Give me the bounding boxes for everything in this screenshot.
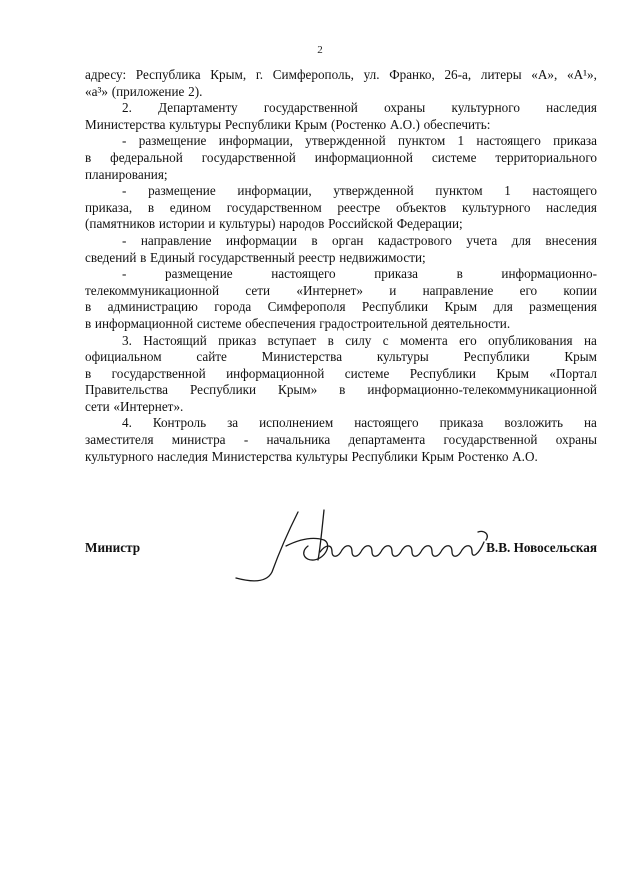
handwritten-signature [228,500,498,590]
word: приказа, [85,199,133,215]
word: культурного [461,199,531,215]
paragraph [85,266,597,332]
signatory-name: В.В. Новосельская [486,540,597,555]
word: народов [279,216,325,232]
word: «а³» [85,83,108,99]
word: направление [140,232,212,248]
word: Франко, [389,67,435,82]
word: государственной [443,432,538,448]
word: Республики [351,448,418,464]
word: вступает [267,332,317,348]
word: Крым [421,448,454,464]
word: 2). [188,83,203,99]
word: Правительства [85,382,168,398]
word: администрацию [107,299,198,315]
paragraph [85,67,597,100]
word: наследия [546,199,597,215]
word: заместителя [85,432,154,448]
word: утвержденной [333,183,414,199]
word: - [122,183,127,199]
word: информации, [237,183,312,199]
word: культуры) [219,216,276,232]
word: в [85,299,92,315]
word: Министерства [85,116,166,132]
word: реестре [337,199,381,215]
word: сети [85,398,110,414]
word: культуры [376,349,429,365]
word: (Ростенко [330,116,387,132]
word: в [456,266,463,282]
word: истории [158,216,205,232]
word: настоящего [476,133,541,149]
word: - [122,266,127,282]
word: 3. [122,332,132,348]
word: сведений [85,249,137,265]
word: г. [255,67,264,82]
word: в [85,149,92,165]
word: в [85,365,92,381]
word: направление [422,282,494,298]
word: деятельности. [431,315,511,331]
word: Крым [496,365,529,381]
word: информационной [226,365,325,381]
word: реестр [298,249,336,265]
word: системе [196,315,242,331]
word: настоящего [532,183,597,199]
document-body [85,67,597,465]
word: государственной [111,365,206,381]
word: Крым» [278,382,318,398]
word: в [147,199,155,215]
word: - [243,432,249,448]
text-line [85,333,597,350]
word: информационно-телекоммуникационной [367,382,597,398]
paragraph [85,183,597,233]
text-line [85,183,597,200]
text-line [85,449,597,466]
text-line [85,67,597,84]
word: культурного [451,100,520,116]
word: для [493,299,513,315]
word: Российской [328,216,394,232]
word: департамента [348,432,426,448]
word: Симферополя [267,299,346,315]
word: обеспечить: [423,116,491,132]
word: города [214,299,252,315]
word: Республики [409,365,476,381]
word: территориального [495,149,597,165]
word: Контроль [152,415,207,431]
word: приказа [553,133,597,149]
word: наследия [546,100,597,116]
word: Симферополь, [272,67,354,82]
word: Министерства [211,448,293,464]
word: литеры [480,67,522,82]
text-line [85,233,597,250]
word: возложить [504,415,564,431]
word: обеспечения [245,315,316,331]
word: Республики [361,299,429,315]
text-line [85,200,597,217]
paragraph [85,333,597,416]
word: опубликования [488,332,573,348]
word: охраны [555,432,597,448]
text-line [85,117,597,134]
text-line [85,415,597,432]
word: планирования; [85,166,168,182]
word: государственный [198,249,295,265]
word: размещение [138,133,207,149]
word: Крым [444,299,478,315]
word: сети [245,282,271,298]
word: за [227,415,239,431]
word: А.О.) [389,116,420,132]
word: настоящего [271,266,336,282]
word: «Интернет» [296,282,363,298]
text-line [85,283,597,300]
word: в [339,382,346,398]
word: внесения [545,232,597,248]
word: приказа [374,266,419,282]
word: официальном [85,349,162,365]
text-line [85,432,597,449]
word: государственной [263,100,358,116]
word: системе [344,365,390,381]
word: информации [225,232,297,248]
word: культуры [169,116,222,132]
word: «А¹», [566,67,597,82]
word: министра [171,432,226,448]
word: 26-а, [444,67,472,82]
word: исполнением [259,415,334,431]
word: для [511,232,531,248]
word: его [519,282,538,298]
word: учета [466,232,498,248]
word: в [327,332,334,348]
word: Федерации; [396,216,463,232]
text-line [85,366,597,383]
word: недвижимости; [339,249,426,265]
word: А.О. [512,448,538,464]
text-line [85,299,597,316]
word: культурного [85,448,154,464]
word: охраны [384,100,426,116]
word: Крым [294,116,328,132]
word: в [140,249,147,265]
word: ул. [363,67,380,82]
word: Республики [463,349,530,365]
word: наследия [157,448,208,464]
word: копии [563,282,597,298]
word: его [459,332,477,348]
text-line [85,316,597,333]
word: сайте [196,349,227,365]
word: 4. [122,415,132,431]
text-line [85,167,597,184]
text-line [85,250,597,267]
text-line [85,216,597,233]
word: «Портал [549,365,597,381]
text-line [85,266,597,283]
word: размещения [529,299,597,315]
word: (приложение [111,83,185,99]
word: в [85,315,92,331]
word: на [583,332,597,348]
word: силу [345,332,372,348]
word: приказа [439,415,484,431]
word: (памятников [85,216,156,232]
word: пунктом [397,133,446,149]
word: настоящего [354,415,419,431]
word: федеральной [110,149,183,165]
page-number: 2 [317,44,323,56]
paragraph [85,233,597,266]
word: пунктом [435,183,483,199]
word: государственном [226,199,322,215]
word: объектов [395,199,447,215]
word: утвержденной [305,133,386,149]
word: Департаменту [158,100,238,116]
word: орган [331,232,364,248]
word: Настоящий [143,332,207,348]
word: «Интернет». [113,398,184,414]
signatory-title: Министр [85,540,141,555]
word: Крым [564,349,597,365]
word: Ростенко [457,448,509,464]
word: адресу: [85,67,127,82]
word: телекоммуникационной [85,282,220,298]
text-line [85,100,597,117]
word: Министерства [261,349,343,365]
word: Республики [189,382,257,398]
text-line [85,150,597,167]
word: начальника [266,432,331,448]
paragraph [85,415,597,465]
word: информационно- [501,266,597,282]
word: Республика [135,67,201,82]
word: информационной [314,149,413,165]
word: культуры [295,448,348,464]
text-line [85,382,597,399]
word: 1 [457,133,465,149]
word: Крым, [210,67,247,82]
word: 2. [122,100,132,116]
word: с [382,332,389,348]
word: «А», [531,67,558,82]
word: - [122,232,127,248]
text-line [85,84,597,101]
word: градостроительной [319,315,428,331]
word: информации, [218,133,293,149]
word: государственной [201,149,296,165]
text-line [85,133,597,150]
word: в [311,232,318,248]
word: и [208,216,216,232]
word: Республики [224,116,291,132]
word: - [122,133,127,149]
word: приказ [218,332,257,348]
paragraph [85,133,597,183]
word: на [583,415,597,431]
word: и [389,282,397,298]
word: кадастрового [377,232,452,248]
word: информационной [94,315,194,331]
word: размещение [164,266,233,282]
text-line [85,349,597,366]
word: системе [431,149,477,165]
word: Единый [150,249,195,265]
word: размещение [148,183,216,199]
word: едином [169,199,211,215]
text-line [85,399,597,416]
paragraph [85,100,597,133]
word: момента [400,332,448,348]
word: 1 [504,183,511,199]
